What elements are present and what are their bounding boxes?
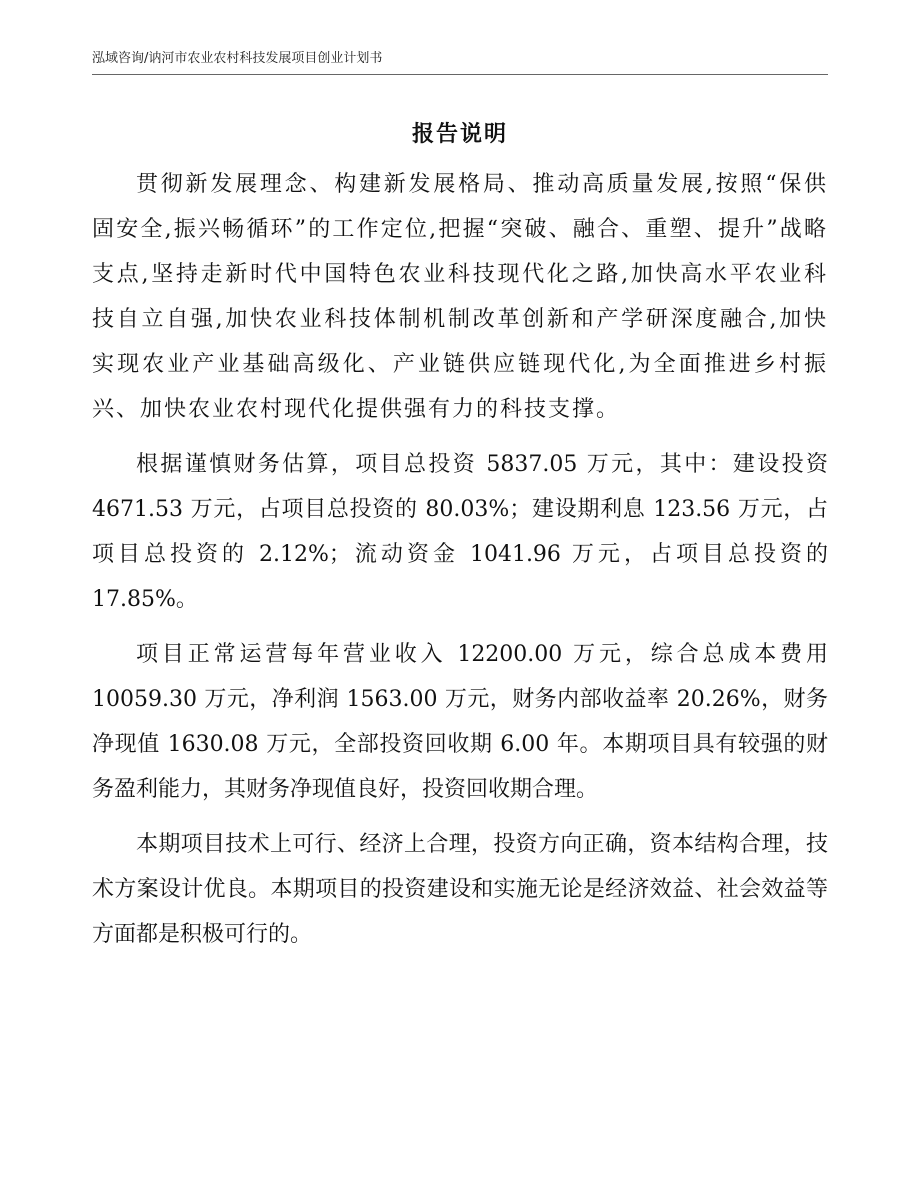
section-title: 报告说明 [411,122,508,147]
paragraph-conclusion: 本期项目技术上可行、经济上合理，投资方向正确，资本结构合理，技术方案设计优良。本期项目的投资建设和实施无论是经济效益、社会效益等方面都是积极可行的。 [92,832,828,947]
paragraph-policy: 贯彻新发展理念、构建新发展格局、推动高质量发展,按照“保供固安全,振兴畅循环”的工作定位,把握“突破、融合、重塑、提升”战略支点,坚持走新时代中国特色农业科技现代化之路,加快高水平农业科技自立自强,加快农业科技体制机制改革创新和产学研深度融合,加快实现农业产业基础高级化、产业链供应链现代化,为全面推进乡村振兴、加快农业农村现代化提供强有力的科技支撑。 [92,172,828,422]
paragraph-revenue: 项目正常运营每年营业收入 12200.00 万元，综合总成本费用 10059.30 万元，净利润 1563.00 万元，财务内部收益率 20.26%，财务净现值 1630.08 万元，全部投资回收期 6.00 年。本期项目具有较强的财务盈利能力，其财务净现值良好，投资回收期合理。 [92,642,828,802]
report-body [92,162,828,957]
header-rule [92,74,828,75]
paragraph-investment: 根据谨慎财务估算，项目总投资 5837.05 万元，其中：建设投资 4671.53 万元，占项目总投资的 80.03%；建设期利息 123.56 万元，占项目总投资的 2.12%；流动资金 1041.96 万元，占项目总投资的 17.85%。 [92,452,828,612]
running-header: 泓域咨询/讷河市农业农村科技发展项目创业计划书 [92,51,383,66]
